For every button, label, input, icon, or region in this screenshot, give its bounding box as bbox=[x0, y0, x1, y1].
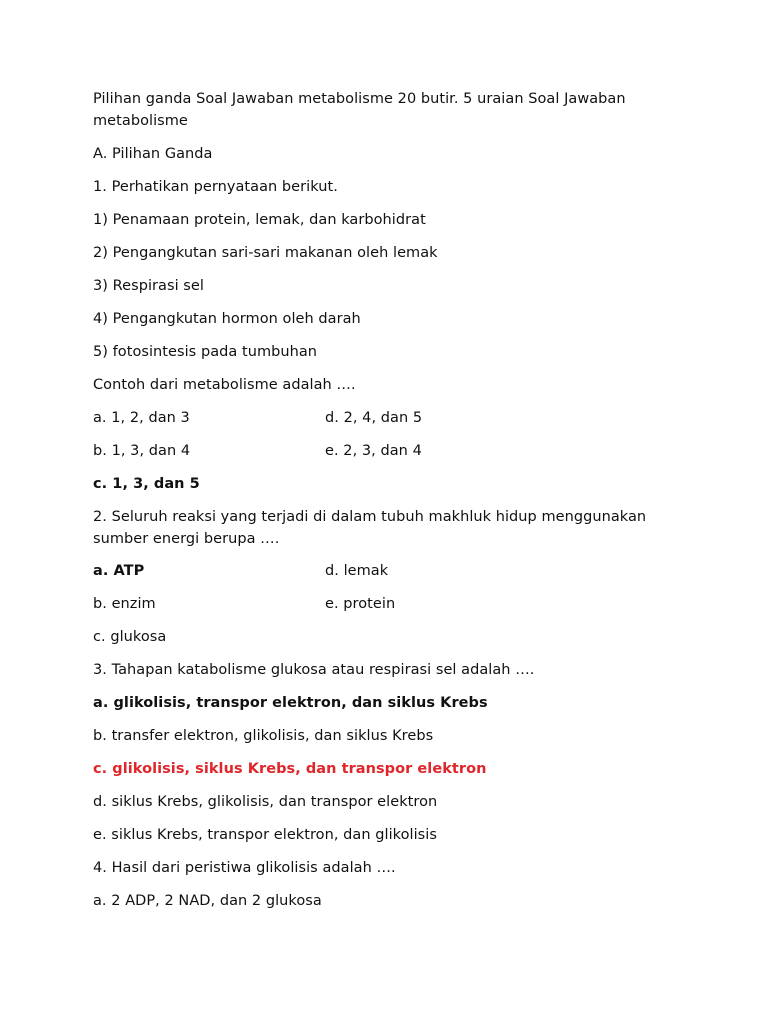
q2-option-b: b. enzim bbox=[93, 596, 156, 612]
q1-statement-5: 5) fotosintesis pada tumbuhan bbox=[93, 344, 318, 360]
question-1-prompt: 1. Perhatikan pernyataan berikut. bbox=[93, 179, 338, 195]
q1-option-e: e. 2, 3, dan 4 bbox=[325, 443, 422, 459]
q2-option-d: d. lemak bbox=[325, 563, 389, 579]
section-heading: A. Pilihan Ganda bbox=[93, 146, 213, 162]
q1-option-a: a. 1, 2, dan 3 bbox=[93, 410, 190, 426]
question-4-prompt: 4. Hasil dari peristiwa glikolisis adalah …. bbox=[93, 860, 396, 876]
question-3-prompt: 3. Tahapan katabolisme glukosa atau respirasi sel adalah …. bbox=[93, 662, 535, 678]
q2-option-a-answer: a. ATP bbox=[93, 563, 145, 579]
q1-option-d: d. 2, 4, dan 5 bbox=[325, 410, 423, 426]
document-title: Pilihan ganda Soal Jawaban metabolisme 20 butir. 5 uraian Soal Jawaban metabolisme bbox=[93, 91, 626, 129]
question-1-question: Contoh dari metabolisme adalah …. bbox=[93, 377, 356, 393]
q2-option-e: e. protein bbox=[325, 596, 396, 612]
q1-option-c-answer: c. 1, 3, dan 5 bbox=[93, 476, 200, 492]
question-2-prompt: 2. Seluruh reaksi yang terjadi di dalam tubuh makhluk hidup menggunakan sumber energi berupa …. bbox=[93, 509, 647, 547]
q4-option-a: a. 2 ADP, 2 NAD, dan 2 glukosa bbox=[93, 893, 322, 909]
q1-statement-4: 4) Pengangkutan hormon oleh darah bbox=[93, 311, 361, 327]
q1-statement-1: 1) Penamaan protein, lemak, dan karbohidrat bbox=[93, 212, 426, 228]
q3-option-e: e. siklus Krebs, transpor elektron, dan glikolisis bbox=[93, 827, 437, 843]
q1-statement-3: 3) Respirasi sel bbox=[93, 278, 204, 294]
q3-option-c-answer: c. glikolisis, siklus Krebs, dan transpor elektron bbox=[93, 761, 487, 777]
q2-option-c: c. glukosa bbox=[93, 629, 167, 645]
q3-option-a: a. glikolisis, transpor elektron, dan siklus Krebs bbox=[93, 695, 488, 711]
q3-option-b: b. transfer elektron, glikolisis, dan siklus Krebs bbox=[93, 728, 434, 744]
q1-statement-2: 2) Pengangkutan sari-sari makanan oleh lemak bbox=[93, 245, 438, 261]
q3-option-d: d. siklus Krebs, glikolisis, dan transpor elektron bbox=[93, 794, 438, 810]
q1-option-b: b. 1, 3, dan 4 bbox=[93, 443, 191, 459]
